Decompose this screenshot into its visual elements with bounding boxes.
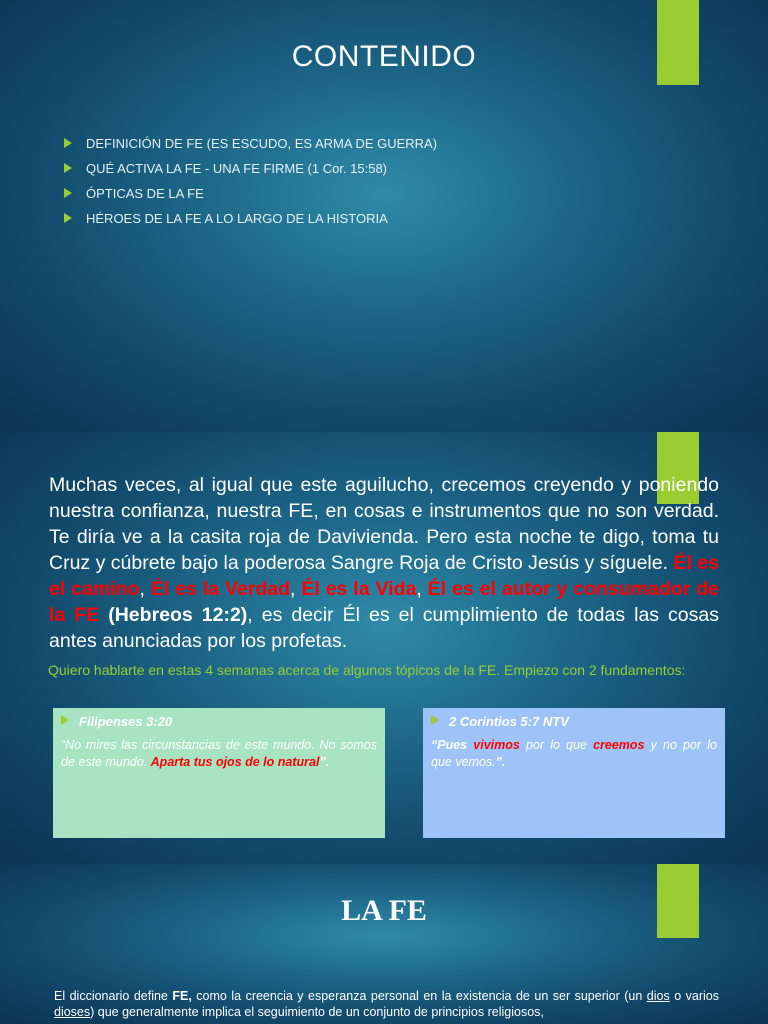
- slide-contenido: [0, 0, 768, 432]
- list-item: HÉROES DE LA FE A LO LARGO DE LA HISTORIA: [64, 210, 437, 235]
- verse-box-filipenses: [53, 708, 385, 838]
- bullet-triangle-icon: [64, 138, 72, 148]
- bullet-triangle-icon: [61, 715, 69, 725]
- link-dioses[interactable]: dioses: [54, 1005, 91, 1019]
- verse-reference: 2 Corintios 5:7 NTV: [431, 714, 717, 729]
- verse-quote: “No mires las circunstancias de este mundo. No somos de este mundo. Aparta tus ojos de lo natural”.: [61, 738, 377, 769]
- emphasis-autor: Él es el autor y consumador de la FE: [49, 578, 719, 626]
- verse-quote: “Pues vivimos por lo que creemos y no por lo que vemos.”.: [431, 738, 718, 769]
- slide-title: LA FE: [341, 894, 427, 927]
- list-item: DEFINICIÓN DE FE (ES ESCUDO, ES ARMA DE GUERRA): [64, 135, 437, 160]
- emphasis-vida: Él es la Vida: [301, 578, 417, 600]
- bible-reference: (Hebreos 12:2): [108, 604, 248, 626]
- contents-list: [64, 135, 437, 235]
- bullet-triangle-icon: [64, 188, 72, 198]
- verse-reference: Filipenses 3:20: [61, 714, 377, 729]
- bullet-triangle-icon: [431, 715, 439, 725]
- link-dios[interactable]: dios: [646, 989, 670, 1003]
- definition-paragraph: El diccionario define FE, como la creencia y esperanza personal en la existencia de un ser superior (un dios o varios dioses) que generalmente implica el seguimiento de un conjunto de principios religiosos,: [54, 989, 719, 1019]
- slide-aguilucho: [0, 432, 768, 864]
- slide-title: CONTENIDO: [291, 40, 477, 73]
- main-paragraph: Muchas veces, al igual que este aguilucho, crecemos creyendo y poniendo nuestra confianza, nuestra FE, en cosas e instrumentos que no son verdad. Te diría ve a la casita roja de Davivienda. Pero esta noche te digo, toma tu Cruz y cúbrete bajo la poderosa Sangre Roja de Cristo Jesús y síguele. Él es el camino, Él es la Verdad, Él es la Vida, Él es el autor y consumador de la FE (Hebreos 12:2), es decir Él es el cumplimiento de todas las cosas antes anunciadas por los profetas.: [49, 474, 719, 652]
- bullet-triangle-icon: [64, 213, 72, 223]
- emphasis-camino: Él es el camino: [49, 552, 719, 600]
- bullet-triangle-icon: [64, 163, 72, 173]
- emphasis-verdad: Él es la Verdad: [150, 578, 290, 600]
- slide-la-fe: [0, 864, 768, 1024]
- list-item: QUÉ ACTIVA LA FE - UNA FE FIRME (1 Cor. 15:58): [64, 160, 437, 185]
- intro-text: Quiero hablarte en estas 4 semanas acerca de algunos tópicos de la FE. Empiezo con 2 fundamentos:: [48, 662, 686, 678]
- list-item: ÓPTICAS DE LA FE: [64, 185, 437, 210]
- verse-box-corintios: [423, 708, 725, 838]
